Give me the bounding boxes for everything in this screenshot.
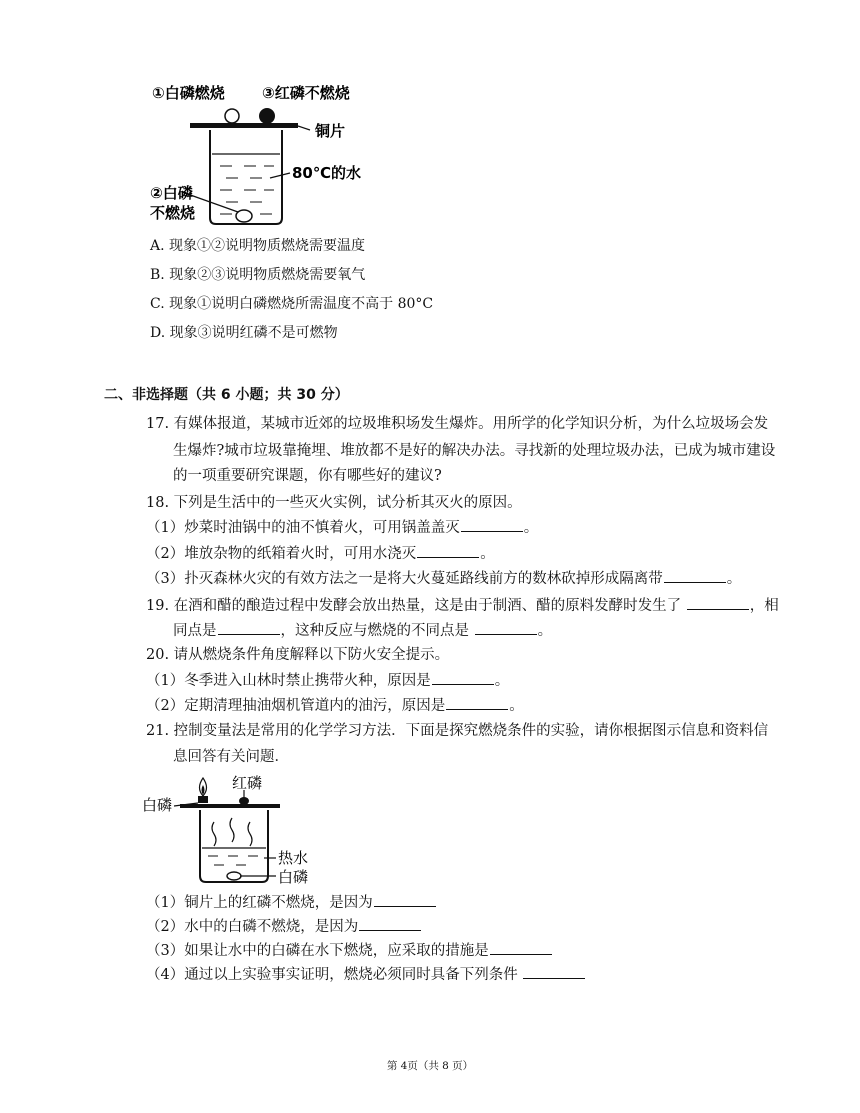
section-title: 二、非选择题（共 6 小题；共 30 分） [104, 387, 349, 403]
copper-plate [190, 123, 298, 128]
q16-option-c: C. 现象①说明白磷燃烧所需温度不高于 80°C [150, 296, 434, 312]
q17-line-1: 17. 有媒体报道，某城市近郊的垃圾堆积场发生爆炸。用所学的化学知识分析，为什么垃圾场会发 [146, 416, 769, 432]
fig2-label-hot-water: 热水 [278, 849, 309, 867]
beaker [200, 810, 268, 882]
q21-item-1: （1）铜片上的红磷不燃烧，是因为 [146, 892, 437, 913]
q18-item-3: （3）扑灭森林火灾的有效方法之一是将大火蔓延路线前方的数林砍掉形成隔离带 。 [146, 568, 741, 589]
q16-option-a: A. 现象①②说明物质燃烧需要温度 [150, 238, 366, 254]
answer-blank[interactable] [417, 543, 479, 558]
q16-option-b: B. 现象②③说明物质燃烧需要氧气 [150, 267, 366, 283]
fig2-label-white: 白磷 [142, 796, 173, 814]
q18-stem: 18. 下列是生活中的一些灭火实例，试分析其灭火的原因。 [146, 495, 522, 511]
answer-blank[interactable] [490, 940, 552, 955]
white-phosphorus-in-water [227, 872, 241, 880]
steam [212, 822, 216, 846]
figure-1-beaker-experiment [140, 78, 380, 230]
white-phosphorus-in-water [236, 210, 252, 222]
fig1-label-white-burn: ①白磷燃烧 [152, 84, 225, 102]
q20-stem: 20. 请从燃烧条件角度解释以下防火安全提示。 [146, 647, 450, 663]
fig1-label-white-noburn-1: ②白磷 [150, 184, 193, 202]
q16-option-d: D. 现象③说明红磷不是可燃物 [150, 325, 338, 341]
q21-item-3: （3）如果让水中的白磷在水下燃烧，应采取的措施是 [146, 940, 553, 961]
answer-blank[interactable] [523, 964, 585, 979]
q21-line-2: 息回答有关问题． [173, 749, 289, 765]
fig2-label-white-bottom: 白磷 [278, 868, 309, 886]
answer-blank[interactable] [687, 595, 749, 610]
answer-blank[interactable] [664, 568, 726, 583]
answer-blank[interactable] [461, 517, 523, 532]
answer-blank[interactable] [432, 670, 494, 685]
q21-item-2: （2）水中的白磷不燃烧，是因为 [146, 916, 422, 937]
fig2-label-red: 红磷 [232, 774, 263, 792]
q20-item-2: （2）定期清理抽油烟机管道内的油污，原因是 。 [146, 695, 524, 716]
fig1-label-water: 80℃的水 [292, 164, 362, 182]
white-phosphorus-on-plate [198, 796, 208, 803]
fig1-label-white-noburn-2: 不燃烧 [150, 204, 196, 222]
answer-blank[interactable] [359, 916, 421, 931]
answer-blank[interactable] [218, 620, 280, 635]
q21-line-1: 21. 控制变量法是常用的化学学习方法．下面是探究燃烧条件的实验，请你根据图示信息和资料信 [146, 723, 769, 739]
figure-2-hot-water-experiment [140, 770, 340, 888]
q19-line-1: 19. 在酒和醋的酿造过程中发酵会放出热量，这是由于制酒、醋的原料发酵时发生了 ，相 [146, 595, 779, 616]
copper-plate [180, 804, 280, 808]
water [220, 166, 274, 214]
answer-blank[interactable] [475, 620, 537, 635]
red-phosphorus-on-plate [239, 797, 249, 805]
q18-item-2: （2）堆放杂物的纸箱着火时，可用水浇灭 。 [146, 543, 495, 564]
answer-blank[interactable] [446, 695, 508, 710]
fig1-label-copper: 铜片 [315, 122, 346, 140]
page-footer: 第 4页（共 8 页） [386, 1060, 474, 1072]
red-phosphorus [259, 108, 275, 124]
fig1-label-red-noburn: ③红磷不燃烧 [262, 84, 350, 102]
white-phosphorus-burning [225, 109, 239, 123]
answer-blank[interactable] [374, 892, 436, 907]
q21-item-4: （4）通过以上实验事实证明，燃烧必须同时具备下列条件 [146, 964, 586, 985]
q18-item-1: （1）炒菜时油锅中的油不慎着火，可用锅盖盖灭 。 [146, 517, 538, 538]
q20-item-1: （1）冬季进入山林时禁止携带火种，原因是 。 [146, 670, 509, 691]
q17-line-3: 的一项重要研究课题，你有哪些好的建议? [173, 468, 442, 484]
q19-line-2: 同点是 ，这种反应与燃烧的不同点是 。 [173, 620, 552, 641]
q17-line-2: 生爆炸?城市垃圾靠掩埋、堆放都不是好的解决办法。寻找新的处理垃圾办法，已成为城市建设 [173, 443, 776, 459]
